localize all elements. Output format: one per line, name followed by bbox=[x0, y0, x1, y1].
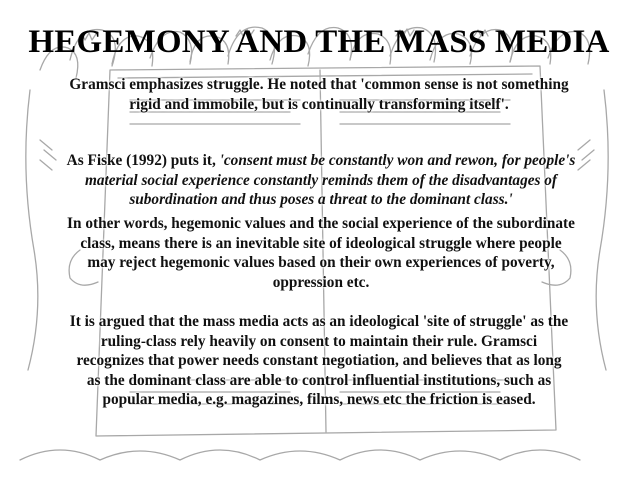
paragraph-line: Gramsci emphasizes struggle. He noted that 'common sense is not something bbox=[69, 76, 569, 93]
quote-text: 'consent must be constantly won and rewon, for people's bbox=[219, 152, 576, 169]
paragraph-site-of-struggle bbox=[16, 312, 622, 410]
quote-lead: As Fiske (1992) puts it, bbox=[66, 152, 220, 169]
paragraph-gramsci-struggle bbox=[24, 75, 614, 114]
quote-text: material social experience constantly reminds them of the disadvantages of bbox=[84, 171, 558, 189]
paragraph-line: oppression etc. bbox=[272, 273, 370, 291]
paragraph-line: may reject hegemonic values based on their own experiences of poverty, bbox=[87, 254, 555, 271]
paragraph-line: class, means there is an inevitable site of ideological struggle where people bbox=[80, 234, 562, 252]
paragraph-line: It is argued that the mass media acts as an ideological 'site of struggle' as the bbox=[69, 313, 569, 330]
paragraph-line: popular media, e.g. magazines, films, news etc the friction is eased. bbox=[102, 391, 536, 408]
paragraph-fiske-quote bbox=[18, 151, 624, 210]
paragraph-line bbox=[18, 151, 624, 171]
quote-text: subordination and thus poses a threat to the dominant class.' bbox=[129, 191, 513, 208]
paragraph-line: rigid and immobile, but is continually transforming itself'. bbox=[129, 95, 509, 113]
paragraph-line: as the dominant class are able to control influential institutions, such as bbox=[86, 371, 552, 389]
paragraph-ideological-struggle bbox=[14, 214, 628, 292]
paragraph-line: In other words, hegemonic values and the social experience of the subordinate bbox=[67, 215, 575, 232]
paragraph-line: ruling-class rely heavily on consent to maintain their rule. Gramsci bbox=[100, 332, 538, 350]
slide-title: HEGEMONY AND THE MASS MEDIA bbox=[28, 24, 610, 60]
paragraph-line: recognizes that power needs constant negotiation, and believes that as long bbox=[76, 352, 562, 369]
